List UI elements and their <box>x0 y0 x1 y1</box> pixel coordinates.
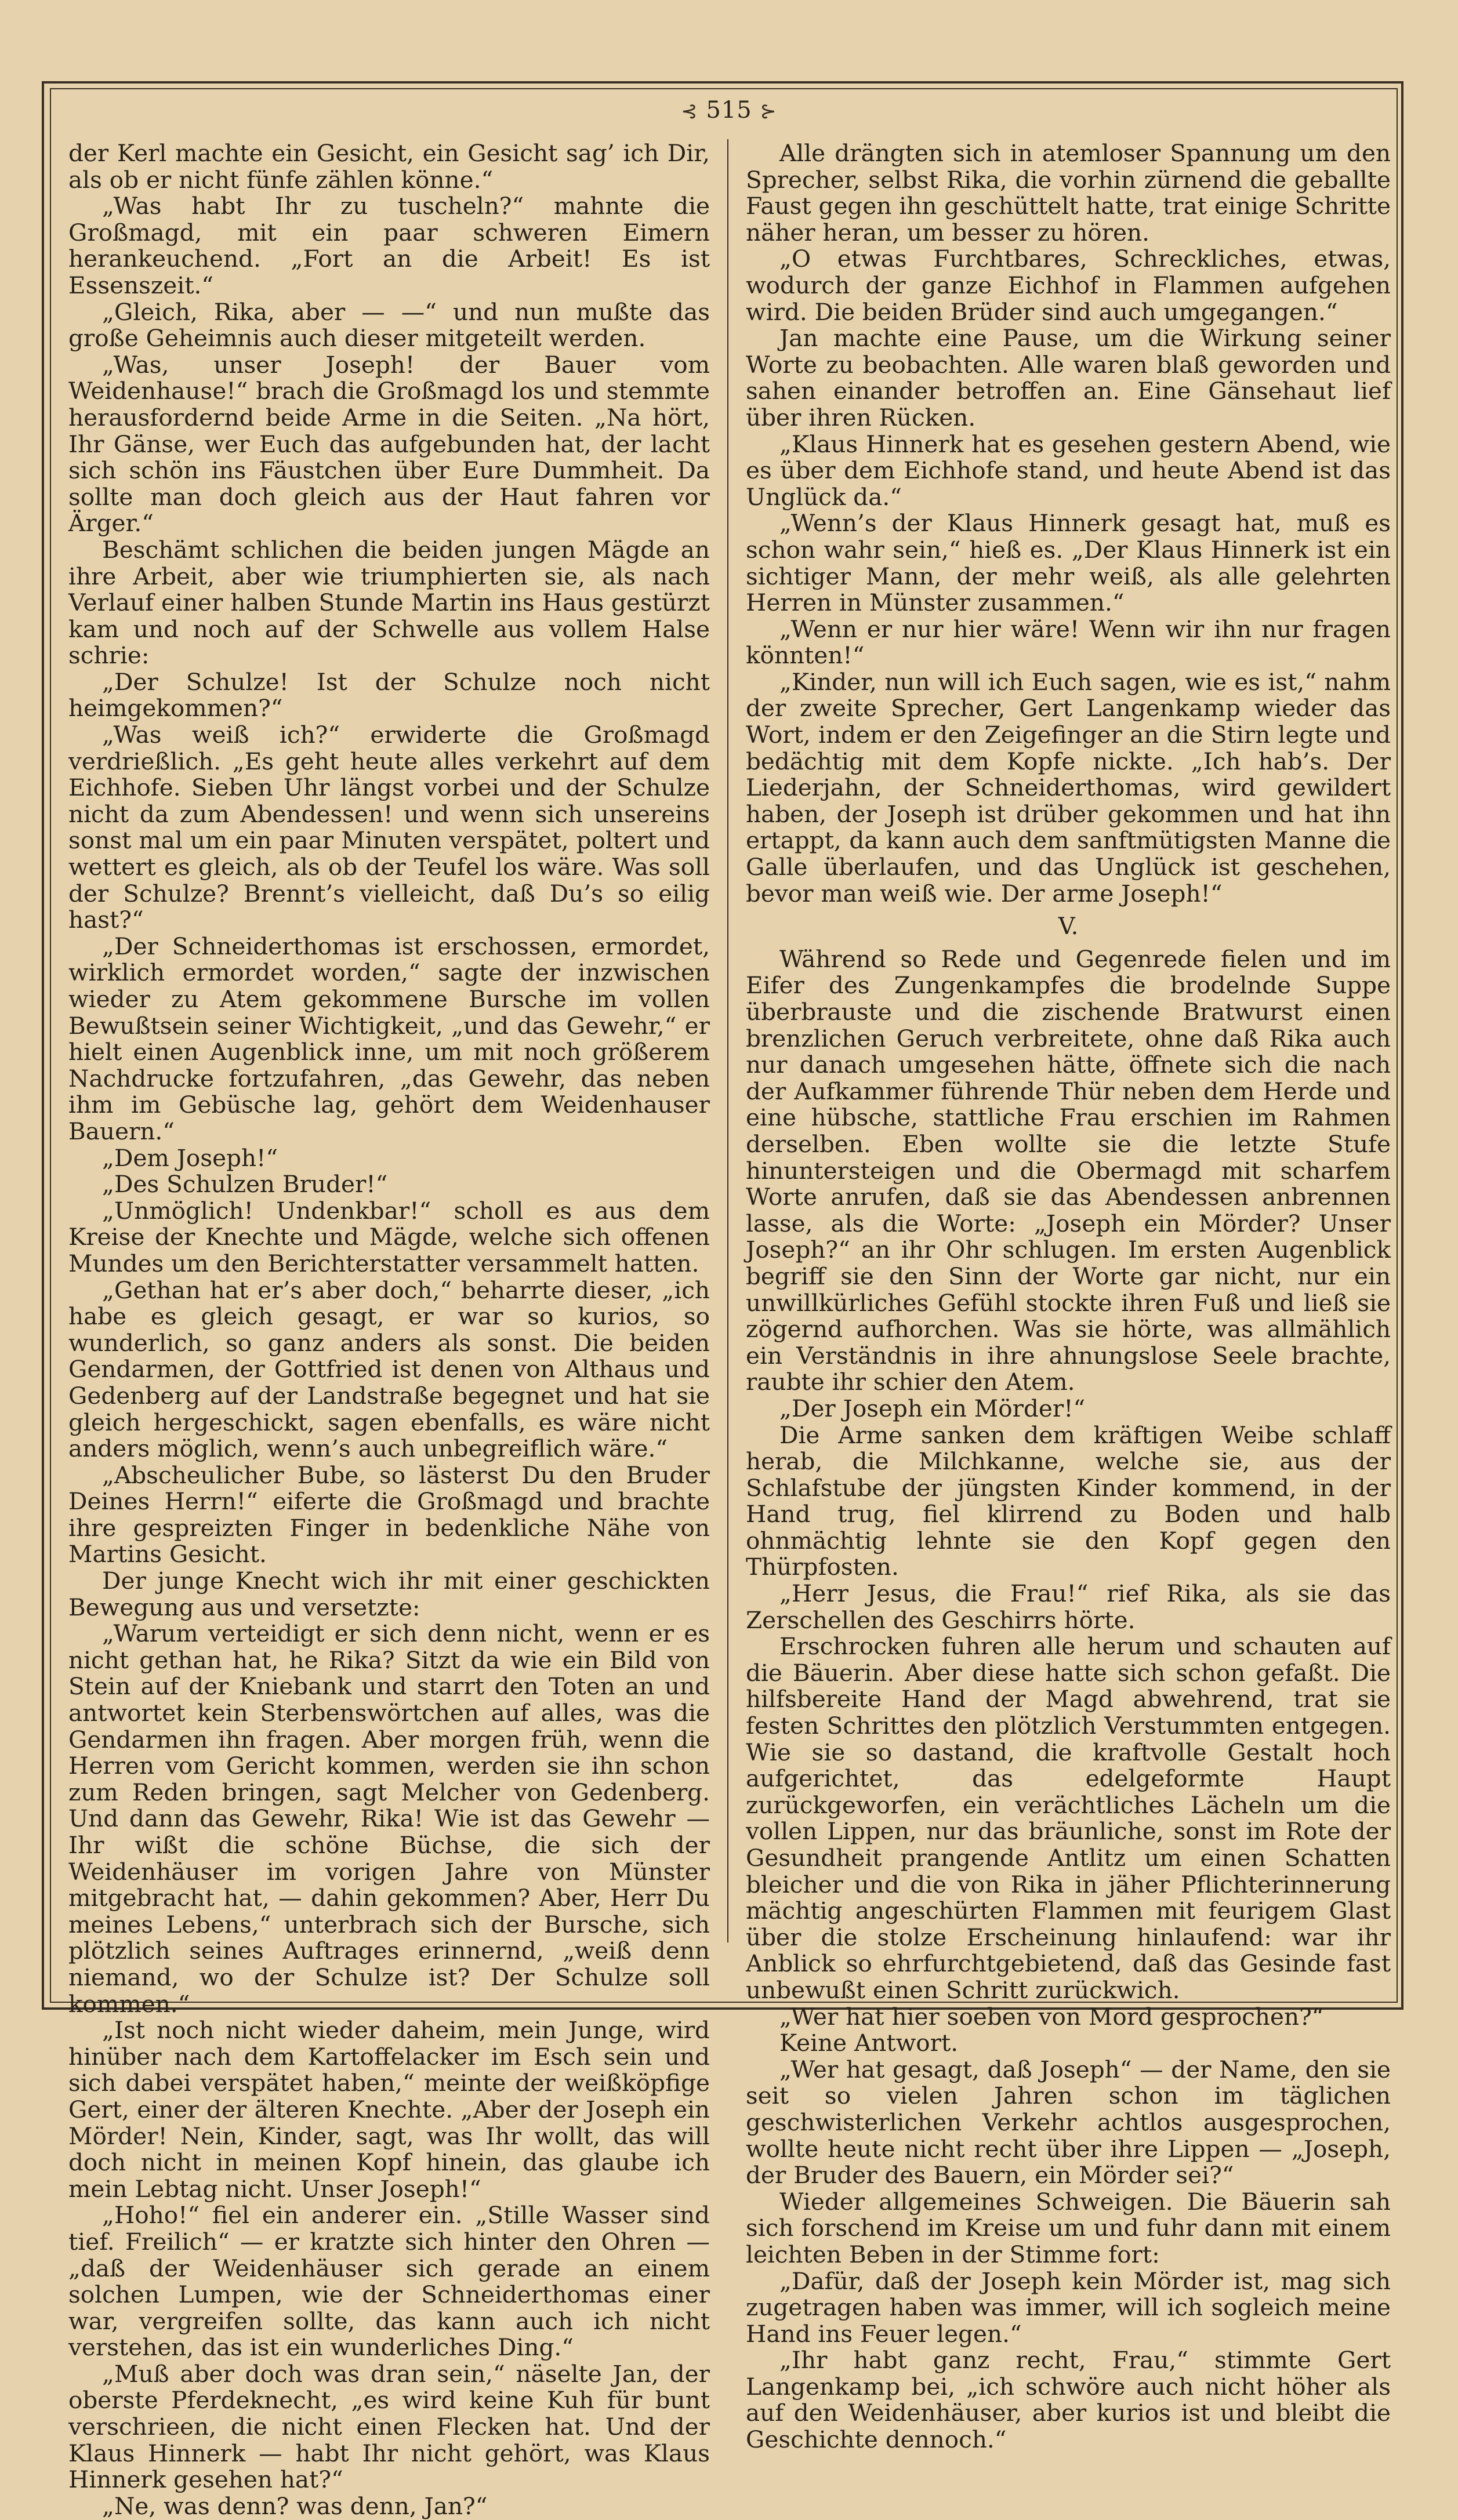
paragraph: der Kerl machte ein Gesicht, ein Gesicht sag’ ich Dir, als ob er nicht fünfe zählen könne.“ <box>68 139 710 194</box>
paragraph: Erschrocken fuhren alle herum und schauten auf die Bäuerin. Aber diese hatte sich schon gefaßt. Die hilfsbereite Hand der Magd abwehrend, trat sie festen Schrittes den plötzlich Verstummten entgegen. Wie sie so dastand, die kraftvolle Gestalt hoch aufgerichtet, das edelgeformte Haupt zurückgeworfen, ein verächtliches Lächeln um die vollen Lippen, nur das bräunliche, sonst im Rote der Gesundheit prangende Antlitz um einen Schatten bleicher und die von Rika in jäher Pflichterinnerung mächtig angeschürten Flammen mit feurigem Glast über die stolze Erscheinung hinlaufend: war ihr Anblick so ehrfurchtgebietend, daß das Gesinde fast unbewußt einen Schritt zurückwich. <box>746 1632 1391 2004</box>
paragraph: „Herr Jesus, die Frau!“ rief Rika, als sie das Zerschellen des Geschirrs hörte. <box>746 1579 1391 1634</box>
section-heading: V. <box>1058 913 1079 941</box>
page-header <box>0 93 1458 129</box>
paragraph: „Wer hat hier soeben von Mord gesprochen?“ <box>779 2002 1324 2031</box>
paragraph: „Ne, was denn? was denn, Jan?“ <box>102 2492 488 2520</box>
page-number: 515 <box>706 97 752 124</box>
paragraph: „Wer hat gesagt, daß Joseph“ — der Name, den sie seit so vielen Jahren schon im täglichen geschwisterlichen Verkehr achtlos ausgesprochen, wollte heute nicht recht über ihre Lippen — „Joseph, der Bruder des Bauern, ein Mörder sei?“ <box>746 2055 1391 2189</box>
paragraph: Beschämt schlichen die beiden jungen Mägde an ihre Arbeit, aber wie triumphierten sie, als nach Verlauf einer halben Stunde Martin ins Haus gestürzt kam und noch auf der Schwelle aus vollem Halse schrie: <box>68 535 710 670</box>
ornament-left-icon: ⊰ <box>681 100 698 123</box>
paragraph: „Der Joseph ein Mörder!“ <box>779 1394 1086 1422</box>
paragraph: „Gethan hat er’s aber doch,“ beharrte dieser, „ich habe es gleich gesagt, er war so kurios, so wunderlich, so ganz anders als sonst. Die beiden Gendarmen, der Gottfried ist denen von Althaus und Gedenberg auf der Landstraße begegnet und hat sie gleich hergeschickt, sagen ebenfalls, es wäre nicht anders möglich, wenn’s auch unbegreiflich wäre.“ <box>68 1276 710 1463</box>
paragraph: Keine Antwort. <box>779 2029 959 2057</box>
paragraph: „O etwas Furchtbares, Schreckliches, etwas, wodurch der ganze Eichhof in Flammen aufgehen wird. Die beiden Brüder sind auch umgegangen.“ <box>746 245 1391 326</box>
paragraph: „Dafür, daß der Joseph kein Mörder ist, mag sich zugetragen haben was immer, will ich sogleich meine Hand ins Feuer legen.“ <box>746 2267 1391 2348</box>
left-column <box>68 139 710 2520</box>
paragraph: „Wenn er nur hier wäre! Wenn wir ihn nur fragen könnten!“ <box>746 615 1391 670</box>
paragraph: Die Arme sanken dem kräftigen Weibe schlaff herab, die Milchkanne, welche sie, aus der Schlafstube der jüngsten Kinder kommend, in der Hand trug, fiel klirrend zu Boden und halb ohnmächtig lehnte sie den Kopf gegen den Thürpfosten. <box>746 1421 1391 1581</box>
right-column <box>746 139 1391 2454</box>
paragraph: Während so Rede und Gegenrede fielen und im Eifer des Zungenkampfes die brodelnde Suppe überbrauste und die zischende Bratwurst einen brenzlichen Geruch verbreitete, ohne daß Rika auch nur danach umgesehen hätte, öffnete sich die nach der Aufkammer führende Thür neben dem Herde und eine hübsche, stattliche Frau erschien im Rahmen derselben. Eben wollte sie die letzte Stufe hinuntersteigen und die Obermagd mit scharfem Worte anrufen, daß sie das Abendessen anbrennen lasse, als die Worte: „Joseph ein Mörder? Unser Joseph?“ an ihr Ohr schlugen. Im ersten Augenblick begriff sie den Sinn der Worte gar nicht, nur ein unwillkürliches Gefühl stockte ihren Fuß und ließ sie zögernd aufhorchen. Was sie hörte, was allmählich ein Verständnis in ihre ahnungslose Seele brachte, raubte ihr schier den Atem. <box>746 945 1391 1396</box>
paragraph: „Was weiß ich?“ erwiderte die Großmagd verdrießlich. „Es geht heute alles verkehrt auf dem Eichhofe. Sieben Uhr längst vorbei und der Schulze nicht da zum Abendessen! und wenn sich unsereins sonst mal um ein paar Minuten verspätet, poltert und wettert es gleich, als ob der Teufel los wäre. Was soll der Schulze? Brennt’s vielleicht, daß Du’s so eilig hast?“ <box>68 721 710 934</box>
paragraph: „Warum verteidigt er sich denn nicht, wenn er es nicht gethan hat, he Rika? Sitzt da wie ein Bild von Stein auf der Kniebank und starrt den Toten an und antwortet kein Sterbenswörtchen auf alles, was die Gendarmen ihn fragen. Aber morgen früh, wenn die Herren vom Gericht kommen, werden sie ihn schon zum Reden bringen, sagt Melcher von Gedenberg. Und dann das Gewehr, Rika! Wie ist das Gewehr — Ihr wißt die schöne Büchse, die sich der Weidenhäuser im vorigen Jahre von Münster mitgebracht hat, — dahin gekommen? Aber, Herr Du meines Lebens,“ unterbrach sich der Bursche, sich plötzlich seines Auftrages erinnernd, „weiß denn niemand, wo der Schulze ist? Der Schulze soll kommen.“ <box>68 1620 710 2018</box>
column-divider <box>727 139 728 1942</box>
paragraph: „Unmöglich! Undenkbar!“ scholl es aus dem Kreise der Knechte und Mägde, welche sich offenen Mundes um den Berichterstatter versammelt hatten. <box>68 1196 710 1277</box>
paragraph: „Der Schneiderthomas ist erschossen, ermordet, wirklich ermordet worden,“ sagte der inzwischen wieder zu Atem gekommene Bursche im vollen Bewußtsein seiner Wichtigkeit, „und das Gewehr,“ er hielt einen Augenblick inne, um mit noch größerem Nachdrucke fortzufahren, „das Gewehr, das neben ihm im Gebüsche lag, gehört dem Weidenhauser Bauern.“ <box>68 932 710 1145</box>
paragraph: „Abscheulicher Bube, so lästerst Du den Bruder Deines Herrn!“ eiferte die Großmagd und brachte ihre gespreizten Finger in bedenkliche Nähe von Martins Gesicht. <box>68 1461 710 1568</box>
paragraph: Jan machte eine Pause, um die Wirkung seiner Worte zu beobachten. Alle waren blaß geworden und sahen einander betroffen an. Eine Gänsehaut lief über ihren Rücken. <box>746 324 1391 431</box>
paragraph: „Klaus Hinnerk hat es gesehen gestern Abend, wie es über dem Eichhofe stand, und heute Abend ist das Unglück da.“ <box>746 430 1391 511</box>
paragraph: „Ist noch nicht wieder daheim, mein Junge, wird hinüber nach dem Kartoffelacker im Esch sein und sich dabei verspätet haben,“ meinte der weißköpfige Gert, einer der älteren Knechte. „Aber der Joseph ein Mörder! Nein, Kinder, sagt, was Ihr wollt, das will doch nicht in meinen Kopf hinein, das glaube ich mein Lebtag nicht. Unser Joseph!“ <box>68 2016 710 2203</box>
paragraph: „Wenn’s der Klaus Hinnerk gesagt hat, muß es schon wahr sein,“ hieß es. „Der Klaus Hinnerk ist ein sichtiger Mann, der mehr weiß, als alle gelehrten Herren in Münster zusammen.“ <box>746 509 1391 617</box>
ornament-right-icon: ⊱ <box>760 100 777 123</box>
paragraph: „Hoho!“ fiel ein anderer ein. „Stille Wasser sind tief. Freilich“ — er kratzte sich hinter den Ohren — „daß der Weidenhäuser sich gerade an einem solchen Lumpen, wie der Schneiderthomas einer war, vergreifen sollte, das kann auch ich nicht verstehen, das ist ein wunderliches Ding.“ <box>68 2201 710 2362</box>
paragraph: „Dem Joseph!“ <box>102 1143 278 1172</box>
paragraph: „Was habt Ihr zu tuscheln?“ mahnte die Großmagd, mit ein paar schweren Eimern herankeuchend. „Fort an die Arbeit! Es ist Essenszeit.“ <box>68 192 710 299</box>
paragraph: „Der Schulze! Ist der Schulze noch nicht heimgekommen?“ <box>68 667 710 722</box>
paragraph: „Ihr habt ganz recht, Frau,“ stimmte Gert Langenkamp bei, „ich schwöre auch nicht höher als auf den Weidenhäuser, aber kurios ist und bleibt die Geschichte dennoch.“ <box>746 2346 1391 2454</box>
paragraph: „Kinder, nun will ich Euch sagen, wie es ist,“ nahm der zweite Sprecher, Gert Langenkamp wieder das Wort, indem er den Zeigefinger an die Stirn legte und bedächtig mit dem Kopfe nickte. „Ich hab’s. Der Liederjahn, der Schneiderthomas, wird gewildert haben, der Joseph ist drüber gekommen und hat ihn ertappt, da kann auch dem sanftmütigsten Manne die Galle überlaufen, und das Unglück ist geschehen, bevor man weiß wie. Der arme Joseph!“ <box>746 667 1391 907</box>
paragraph: „Muß aber doch was dran sein,“ näselte Jan, der oberste Pferdeknecht, „es wird keine Kuh für bunt verschrieen, die nicht einen Flecken hat. Und der Klaus Hinnerk — habt Ihr nicht gehört, was Klaus Hinnerk gesehen hat?“ <box>68 2359 710 2494</box>
paragraph: „Was, unser Joseph! der Bauer vom Weidenhause!“ brach die Großmagd los und stemmte herausfordernd beide Arme in die Seiten. „Na hört, Ihr Gänse, wer Euch das aufgebunden hat, der lacht sich schön ins Fäustchen über Eure Dummheit. Da sollte man doch gleich aus der Haut fahren vor Ärger.“ <box>68 350 710 538</box>
paragraph: Alle drängten sich in atemloser Spannung um den Sprecher, selbst Rika, die vorhin zürnend die geballte Faust gegen ihn geschüttelt hatte, trat einige Schritte näher heran, um besser zu hören. <box>746 139 1391 246</box>
paragraph: „Gleich, Rika, aber — —“ und nun mußte das große Geheimnis auch dieser mitgeteilt werden. <box>68 297 710 353</box>
paragraph: Der junge Knecht wich ihr mit einer geschickten Bewegung aus und versetzte: <box>68 1567 710 1621</box>
paragraph: Wieder allgemeines Schweigen. Die Bäuerin sah sich forschend im Kreise um und fuhr dann mit einem leichten Beben in der Stimme fort: <box>746 2187 1391 2268</box>
paragraph: „Des Schulzen Bruder!“ <box>102 1170 388 1199</box>
